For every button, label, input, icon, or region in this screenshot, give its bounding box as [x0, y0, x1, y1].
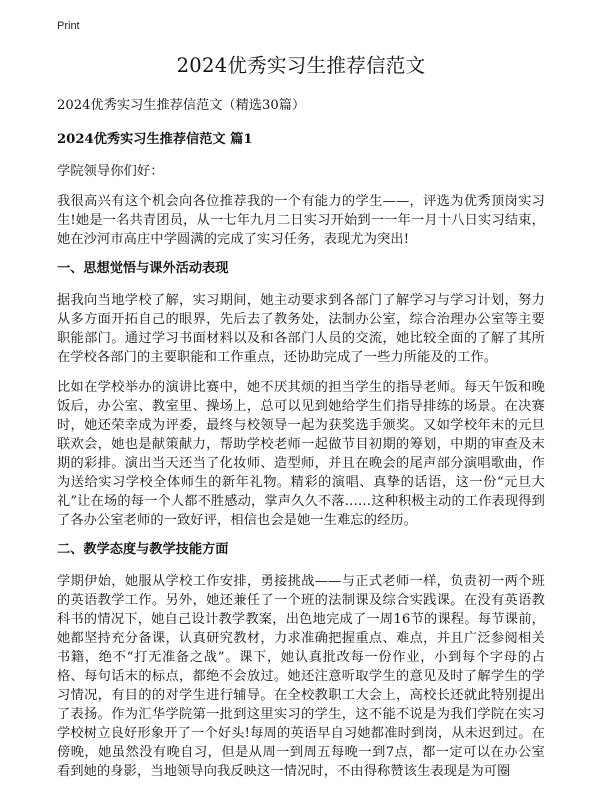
document-subtitle: 2024优秀实习生推荐信范文（精选30篇） [57, 98, 306, 113]
document-page [57, 40, 545, 792]
print-link[interactable]: Print [57, 20, 80, 32]
article-title: 2024优秀实习生推荐信范文 篇1 [57, 132, 253, 147]
section2-paragraph-1: 学期伊始，她服从学校工作安排，勇接挑战——与正式老师一样，负责初一两个班的英语教学工作。另外，她还兼任了一个班的法制课及综合实践课。在没有英语教科书的情况下，她自己设计教学教案，出色地完成了一周16节的课程。每节课前，她都坚持充分备课，认真研究教材，力求准确把握重点、难点，并且广泛参阅相关书籍，绝不“打无准备之战”。课下，她认真批改每一份作业，小到每个字母的占格、每句话末的标点，都绝不会放过。她还注意听取学生的意见及时了解学生的学习情况，有目的的对学生进行辅导。在全校教职工大会上，高校长还就此特别提出了表扬。作为汇华学院第一批到这里实习的学生，这不能不说是为我们学院在实习学校树立良好形象开了一个好头!每周的英语早自习她都准时到岗，从未迟到过。在傍晚，她虽然没有晚自习，但是从周一到周五每晚一到7点，都一定可以在办公室看到她的身影，当地领导向我反映这一情况时，不由得称赞该生表现是为可圈 [57, 574, 545, 779]
intro-paragraph: 我很高兴有这个机会向各位推荐我的一个有能力的学生——，评选为优秀顶岗实习生!她是一名共青团员，从一七年九月二日实习开始到一一年一月十八日实习结束，她在沙河市高庄中学圆满的完成了实习任务，表现尤为突出! [57, 194, 545, 247]
section1-paragraph-2: 比如在学校举办的演讲比赛中，她不厌其烦的担当学生的指导老师。每天午饭和晚饭后，办公室、教室里、操场上，总可以见到她给学生们指导排练的场景。在决赛时，她还荣幸成为评委，最终与校领导一起为获奖选手颁奖。又如学校年末的元旦联欢会，她也是献策献力，帮助学校老师一起做节目初期的筹划，中期的审查及末期的彩排。演出当天还当了化妆师、造型师，并且在晚会的尾声部分演唱歌曲，作为送给实习学校全体师生的新年礼物。精彩的演唱、真挚的话语，这一份“元旦大礼”让在场的每一个人都不胜感动，掌声久久不落……这种积极主动的工作表现得到了各办公室老师的一致好评，相信也会是她一生难忘的经历。 [57, 380, 545, 528]
section-heading-1: 一、思想觉悟与课外活动表现 [57, 261, 229, 276]
section1-paragraph-1: 据我向当地学校了解，实习期间，她主动要求到各部门了解学习与学习计划，努力从多方面开拓自己的眼界，先后去了教务处，法制办公室，综合治理办公室等主要职能部门。通过学习书面材料以及和各部门人员的交流，她比较全面的了解了其所在学校各部门的主要职能和工作重点，还协助完成了一些力所能及的工作。 [57, 293, 545, 365]
document-title: 2024优秀实习生推荐信范文 [176, 54, 426, 77]
greeting: 学院领导你们好： [57, 164, 164, 179]
section-heading-2: 二、教学态度与教学技能方面 [57, 542, 229, 557]
